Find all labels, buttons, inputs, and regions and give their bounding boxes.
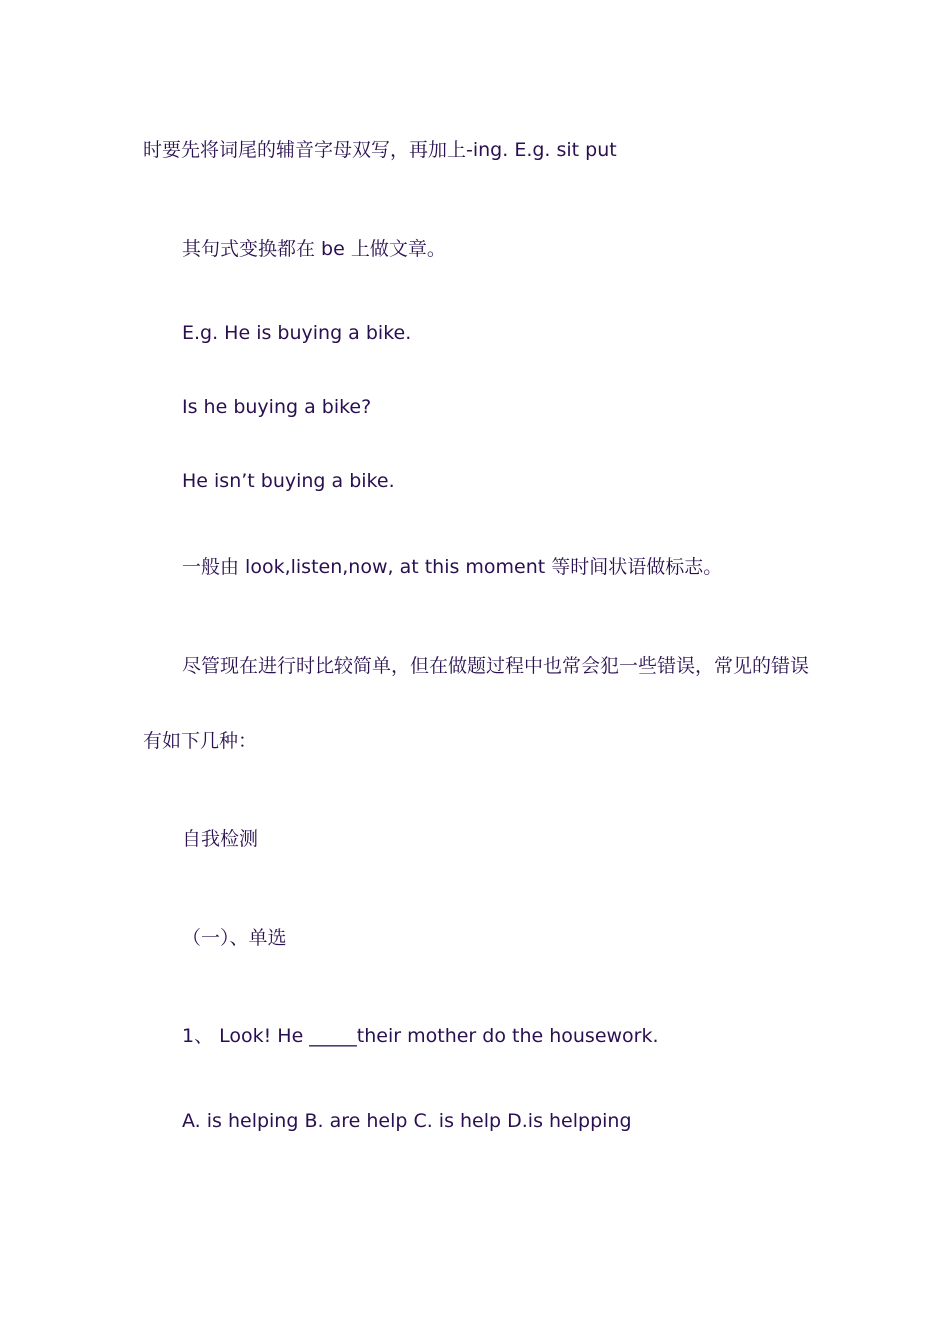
example-affirmative: E.g. He is buying a bike. [182, 322, 412, 344]
paragraph-common-errors-cont: 有如下几种： [143, 730, 258, 752]
paragraph-ing-doubling-rule: 时要先将词尾的辅音字母双写，再加上-ing. E.g. sit put [143, 139, 617, 161]
question-1-options: A. is helping B. are help C. is help D.is helpping [182, 1110, 632, 1132]
paragraph-time-markers: 一般由 look,listen,now, at this moment 等时间状语做标志。 [182, 556, 723, 578]
paragraph-common-errors: 尽管现在进行时比较简单，但在做题过程中也常会犯一些错误，常见的错误 [182, 655, 810, 677]
question-1: 1、 Look! He _____their mother do the housework. [182, 1025, 659, 1047]
subsection-heading-single-choice: （一）、单选 [182, 927, 287, 949]
section-heading-self-test: 自我检测 [182, 828, 259, 850]
example-question: Is he buying a bike? [182, 396, 372, 418]
paragraph-sentence-transform: 其句式变换都在 be 上做文章。 [182, 238, 446, 260]
example-negative: He isn’t buying a bike. [182, 470, 395, 492]
